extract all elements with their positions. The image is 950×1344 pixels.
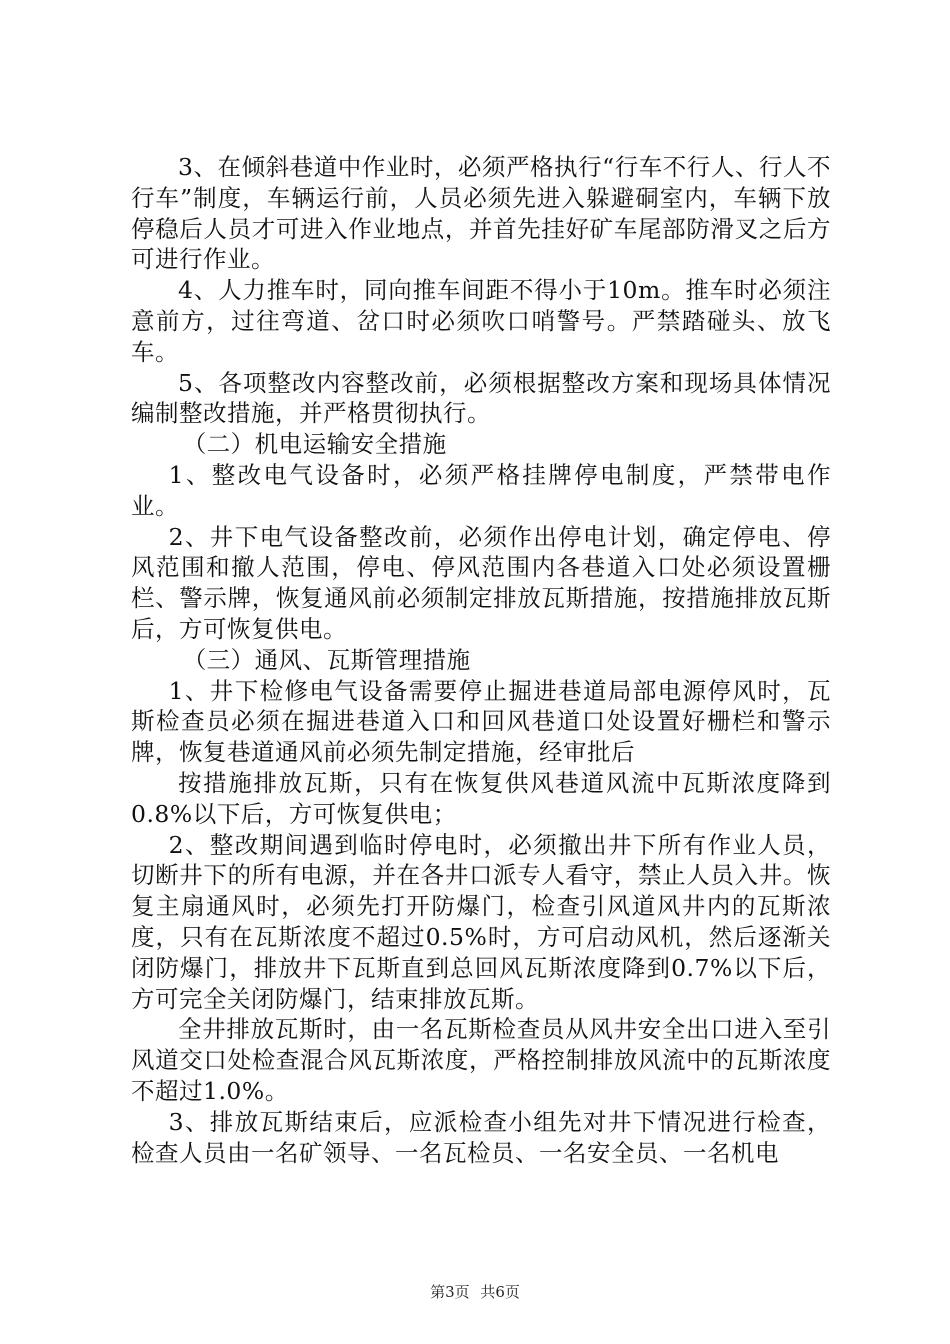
paragraph-power-off-plan: 2、井下电气设备整改前，必须作出停电计划，确定停电、停风范围和撤人范围，停电、停风范围内各巷道入口处必须设置栅栏、警示牌，恢复通风前必须制定排放瓦斯措施，按措施排放瓦斯后，方可恢复供电。: [131, 522, 831, 643]
paragraph-temporary-outage: 2、整改期间遇到临时停电时，必须撤出井下所有作业人员，切断井下的所有电源，并在各井口派专人看守，禁止人员入井。恢复主扇通风时，必须先打开防爆门，检查引风道风井内的瓦斯浓度，只有在瓦斯浓度不超过0.5%时，方可启动风机，然后逐渐关闭防爆门，排放井下瓦斯直到总回风瓦斯浓度降到0.7%以下后，方可完全关闭防爆门，结束排放瓦斯。: [131, 830, 831, 1013]
section-heading-electromechanical: （二）机电运输安全措施: [182, 430, 447, 459]
section-heading-ventilation-gas: （三）通风、瓦斯管理措施: [182, 645, 471, 674]
page-footer: [0, 1281, 950, 1302]
paragraph-power-off-tagging: 1、整改电气设备时，必须严格挂牌停电制度，严禁带电作业。: [131, 460, 831, 520]
page-number: 第3页: [430, 1283, 470, 1301]
paragraph-local-power-stop: 1、井下检修电气设备需要停止掘进巷道局部电源停风时，瓦斯检查员必须在掘进巷道入口和回风巷道口处设置好栅栏和警示牌，恢复巷道通风前必须先制定措施，经审批后: [131, 676, 831, 767]
paragraph-incline-work: 3、在倾斜巷道中作业时，必须严格执行“行车不行人、行人不行车”制度，车辆运行前，人员必须先进入躲避硐室内，车辆下放停稳后人员才可进入作业地点，并首先挂好矿车尾部防滑叉之后方可进行作业。: [131, 153, 831, 274]
document-body: [131, 152, 831, 1168]
paragraph-full-mine-discharge: 全井排放瓦斯时，由一名瓦斯检查员从风井安全出口进入至引风道交口处检查混合风瓦斯浓度，严格控制排放风流中的瓦斯浓度不超过1.0%。: [131, 1015, 831, 1105]
paragraph-gas-discharge-1: 按措施排放瓦斯，只有在恢复供风巷道风流中瓦斯浓度降到0.8%以下后，方可恢复供电；: [131, 768, 831, 828]
paragraph-manual-pushing: 4、人力推车时，同向推车间距不得小于10m。推车时必须注意前方，过往弯道、岔口时必须吹口哨警号。严禁踏碰头、放飞车。: [131, 276, 831, 366]
paragraph-rectification-measures: 5、各项整改内容整改前，必须根据整改方案和现场具体情况编制整改措施，并严格贯彻执行。: [131, 368, 831, 428]
paragraph-inspection-team: 3、排放瓦斯结束后，应派检查小组先对井下情况进行检查，检查人员由一名矿领导、一名瓦检员、一名安全员、一名机电: [131, 1107, 831, 1167]
page-total: 共6页: [480, 1283, 520, 1301]
